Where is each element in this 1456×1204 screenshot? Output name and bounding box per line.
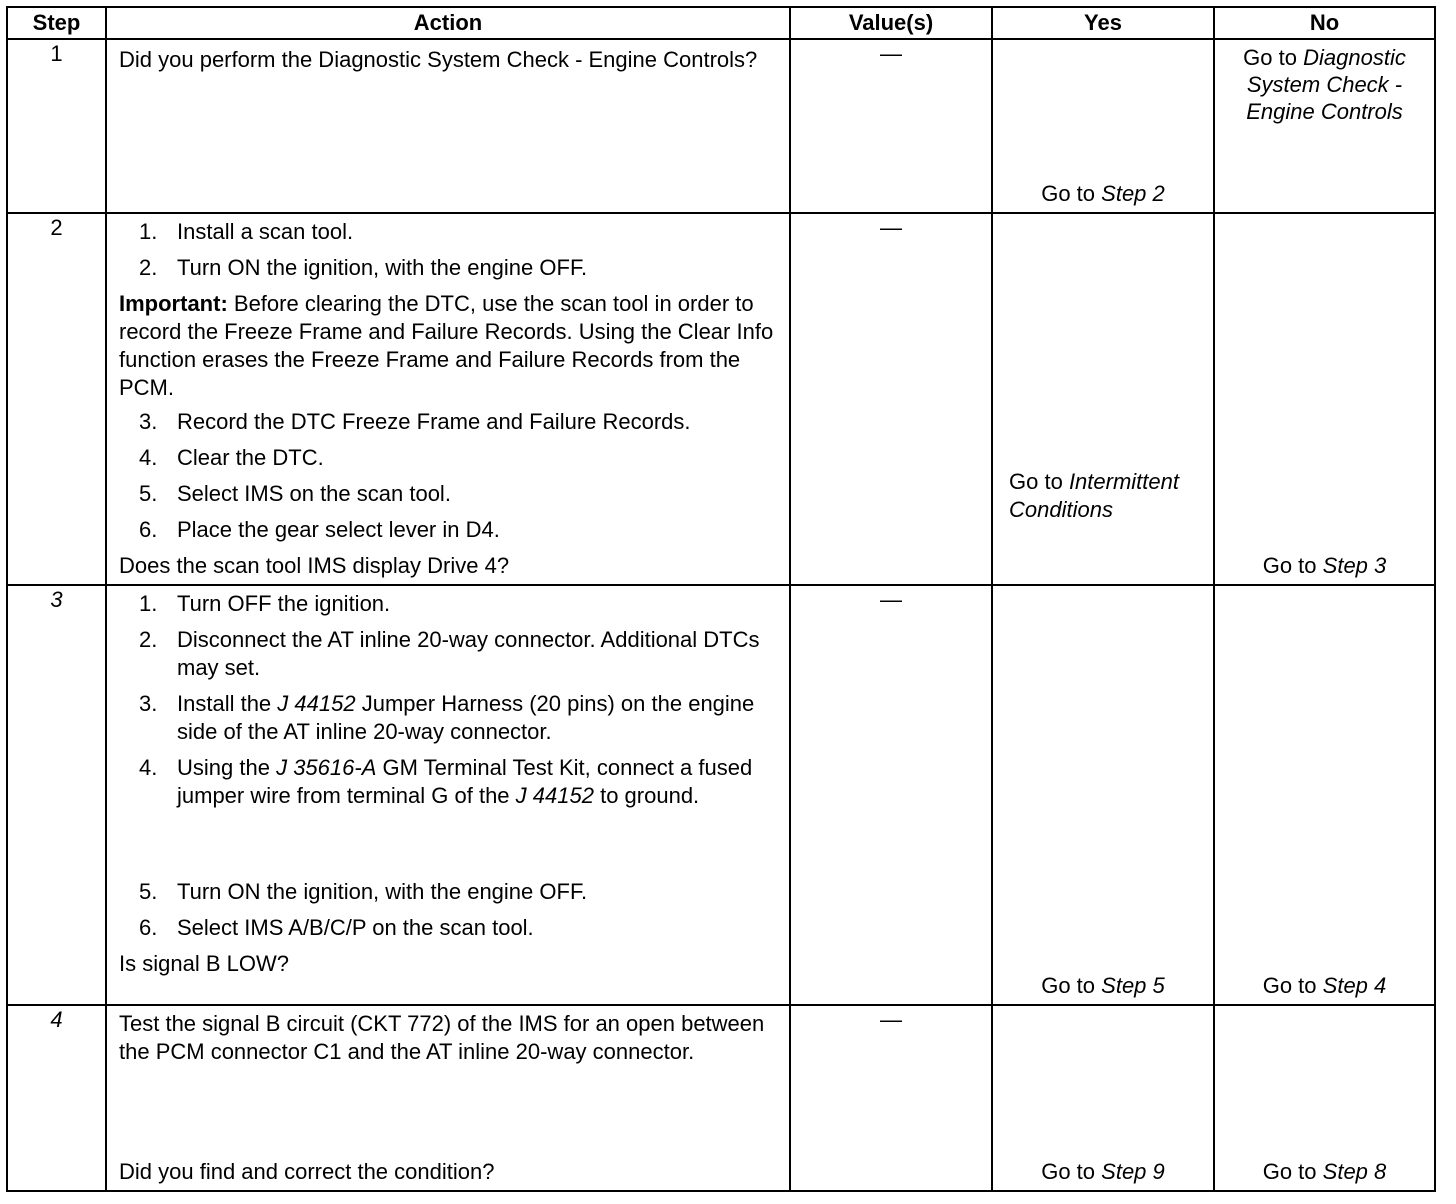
yes-cell — [992, 213, 1214, 585]
important-note — [119, 290, 777, 402]
yes-prefix: Go to — [1009, 469, 1063, 494]
no-prefix: Go to — [1262, 973, 1317, 998]
list-item: 2. Turn ON the ignition, with the engine OFF. — [139, 255, 588, 280]
action-cell — [106, 213, 790, 585]
action-question: Is signal B LOW? — [119, 951, 289, 976]
important-text: Before clearing the DTC, use the scan tool in order to record the Freeze Frame and Failure Records. Using the Clear Info function erases the Freeze Frame and Failure Records from the PCM. — [119, 291, 774, 400]
header-no: No — [1214, 7, 1435, 39]
action-question: Did you find and correct the condition? — [119, 1159, 495, 1184]
yes-cell — [992, 585, 1214, 1005]
header-row — [7, 7, 1435, 39]
important-label: Important: — [119, 291, 228, 316]
step-number: 2 — [7, 213, 106, 585]
no-link[interactable]: Step 3 — [1322, 553, 1387, 578]
value-cell: — — [790, 213, 992, 585]
yes-link[interactable]: Step 2 — [1101, 181, 1165, 206]
action-cell — [106, 39, 790, 213]
action-cell — [106, 585, 790, 1005]
no-cell — [1214, 585, 1435, 1005]
list-item: 4. Using the J 35616-A GM Terminal Test Kit, connect a fused jumper wire from terminal G of the J 44152 to ground. — [139, 755, 753, 808]
action-steps-list — [119, 590, 777, 942]
step-number: 4 — [7, 1005, 106, 1191]
header-action: Action — [106, 7, 790, 39]
action-question: Does the scan tool IMS display Drive 4? — [119, 553, 510, 578]
action-instruction: Test the signal B circuit (CKT 772) of the IMS for an open between the PCM connector C1 and the AT inline 20-way connector. — [119, 1011, 765, 1064]
table-row-step-2 — [7, 213, 1435, 585]
list-item: 3. Install the J 44152 Jumper Harness (20 pins) on the engine side of the AT inline 20-way connector. — [139, 691, 755, 744]
no-prefix: Go to — [1243, 45, 1297, 70]
table-row-step-1 — [7, 39, 1435, 213]
tool-reference: J 35616-A — [276, 755, 377, 780]
tool-reference: J 44152 — [277, 691, 356, 716]
no-cell — [1214, 39, 1435, 213]
action-question: Did you perform the Diagnostic System Check - Engine Controls? — [119, 47, 758, 72]
list-item: 2. Disconnect the AT inline 20-way connector. Additional DTCs may set. — [139, 627, 760, 680]
value-cell: — — [790, 1005, 992, 1191]
action-steps-list — [119, 218, 777, 282]
no-link[interactable]: Step 4 — [1322, 973, 1387, 998]
yes-link[interactable]: Intermittent Conditions — [1009, 469, 1179, 522]
no-prefix: Go to — [1262, 1159, 1317, 1184]
no-prefix: Go to — [1262, 553, 1317, 578]
list-item: 6. Select IMS A/B/C/P on the scan tool. — [139, 915, 534, 940]
yes-prefix: Go to — [1041, 973, 1096, 998]
yes-prefix: Go to — [1041, 181, 1096, 206]
action-cell — [106, 1005, 790, 1191]
spacer — [119, 818, 777, 878]
list-item: 1. Install a scan tool. — [139, 219, 354, 244]
yes-cell — [992, 1005, 1214, 1191]
yes-cell — [992, 39, 1214, 213]
header-yes: Yes — [992, 7, 1214, 39]
value-cell: — — [790, 39, 992, 213]
diagnostic-table — [6, 6, 1436, 1192]
header-step: Step — [7, 7, 106, 39]
value-cell: — — [790, 585, 992, 1005]
table-row-step-3 — [7, 585, 1435, 1005]
header-values: Value(s) — [790, 7, 992, 39]
step-number: 1 — [7, 39, 106, 213]
list-item: 3. Record the DTC Freeze Frame and Failure Records. — [139, 409, 691, 434]
yes-prefix: Go to — [1041, 1159, 1096, 1184]
no-link[interactable]: Step 8 — [1322, 1159, 1387, 1184]
action-steps-list — [119, 408, 777, 544]
list-item: 5. Turn ON the ignition, with the engine OFF. — [139, 879, 588, 904]
tool-reference: J 44152 — [515, 783, 594, 808]
no-cell — [1214, 1005, 1435, 1191]
yes-link[interactable]: Step 5 — [1101, 973, 1165, 998]
table-row-step-4 — [7, 1005, 1435, 1191]
step-number: 3 — [7, 585, 106, 1005]
yes-link[interactable]: Step 9 — [1101, 1159, 1165, 1184]
list-item: 5. Select IMS on the scan tool. — [139, 481, 451, 506]
no-cell — [1214, 213, 1435, 585]
list-item: 6. Place the gear select lever in D4. — [139, 517, 500, 542]
no-link[interactable]: Diagnostic System Check - Engine Controls — [1246, 45, 1406, 124]
list-item: 4. Clear the DTC. — [139, 445, 324, 470]
list-item: 1. Turn OFF the ignition. — [139, 591, 391, 616]
